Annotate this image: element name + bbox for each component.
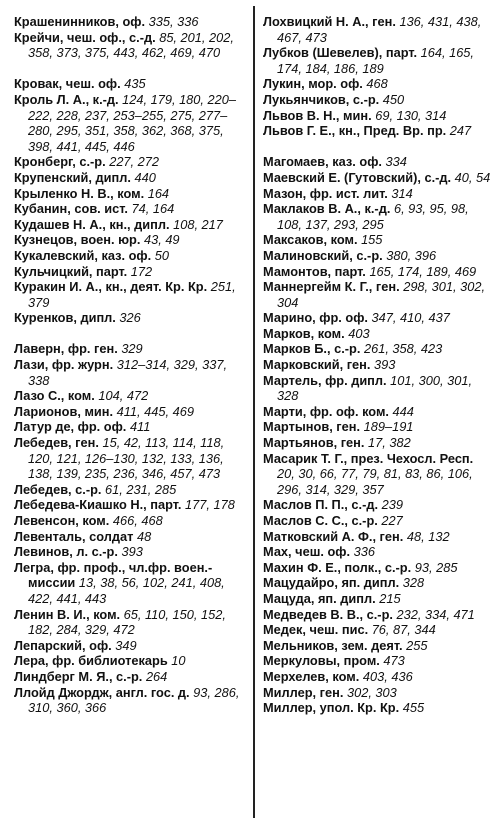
entry-name: Крейчи, чеш. оф., с.-д. <box>14 29 156 45</box>
entry-name: Кровак, чеш. оф. <box>14 76 121 92</box>
entry-page-refs: 411, 445, 469 <box>116 403 194 419</box>
index-entry <box>14 638 245 654</box>
index-column-right <box>263 14 491 716</box>
entry-name: Кронберг, с.-р. <box>14 154 106 170</box>
index-entry <box>263 419 491 435</box>
index-entry <box>263 154 491 170</box>
entry-page-refs: 247 <box>449 123 472 139</box>
entry-page-refs: 13, 38, 56, 102, 241, 408, 422, 441, 443 <box>28 575 225 606</box>
entry-page-refs: 101, 300, 301, 328 <box>277 372 473 404</box>
entry-name: Мартьянов, ген. <box>263 435 365 451</box>
entry-name: Мартель, фр. дипл. <box>263 372 387 388</box>
entry-name: Маслов П. П., с.-д. <box>263 497 379 513</box>
entry-name: Львов Г. Е., кн., Пред. Вр. пр. <box>263 123 447 139</box>
entry-name: Левенталь, солдат <box>14 528 134 544</box>
index-entry <box>263 404 491 420</box>
entry-name: Медведев В. В., с.-р. <box>263 606 393 622</box>
entry-name: Марино, фр. оф. <box>263 310 368 326</box>
index-entry <box>14 170 245 186</box>
entry-name: Львов В. Н., мин. <box>263 107 372 123</box>
index-entry <box>263 653 491 669</box>
index-entry <box>14 248 245 264</box>
index-entry <box>263 357 491 373</box>
entry-page-refs: 239 <box>381 497 403 513</box>
entry-name: Лаверн, фр. ген. <box>14 341 118 357</box>
entry-name: Масарик Т. Г., през. Чехосл. Респ. <box>263 450 474 466</box>
index-entry <box>263 76 491 92</box>
index-entry <box>14 217 245 233</box>
entry-name: Мазон, фр. ист. лит. <box>263 185 388 201</box>
entry-name: Меркуловы, пром. <box>263 653 380 669</box>
entry-page-refs: 17, 382 <box>368 435 411 451</box>
index-entry <box>263 232 491 248</box>
entry-page-refs: 232, 334, 471 <box>396 606 475 622</box>
entry-page-refs: 335, 336 <box>148 14 199 29</box>
entry-name: Миллер, упол. Кр. Кр. <box>263 700 400 716</box>
entry-page-refs: 172 <box>130 263 153 279</box>
index-entry <box>263 264 491 280</box>
index-entry <box>263 497 491 513</box>
entry-page-refs: 255 <box>406 637 428 653</box>
entry-name: Кубанин, сов. ист. <box>14 201 128 217</box>
entry-page-refs: 334 <box>385 154 407 170</box>
entry-page-refs: 48, 132 <box>406 528 450 544</box>
index-entry <box>14 560 245 607</box>
index-entry <box>263 638 491 654</box>
entry-page-refs: 347, 410, 437 <box>371 310 450 326</box>
entry-name: Марков Б., с.-р. <box>263 341 361 357</box>
entry-name: Лебедев, ген. <box>14 435 99 451</box>
entry-name: Латур де, фр. оф. <box>14 419 127 435</box>
entry-name: Крашенинников, оф. <box>14 14 146 29</box>
index-entry <box>263 326 491 342</box>
entry-page-refs: 189–191 <box>363 419 414 435</box>
entry-name: Крыленко Н. В., ком. <box>14 185 145 201</box>
index-entry <box>14 685 245 716</box>
index-entry <box>263 341 491 357</box>
index-entry <box>263 310 491 326</box>
entry-name: Лебедев, с.-р. <box>14 481 102 497</box>
entry-name: Левенсон, ком. <box>14 513 110 528</box>
index-entry <box>263 108 491 124</box>
entry-name: Марковский, ген. <box>263 357 371 373</box>
entry-name: Мартынов, ген. <box>263 419 361 435</box>
index-entry <box>14 482 245 498</box>
entry-page-refs: 455 <box>402 700 425 716</box>
entry-page-refs: 108, 217 <box>173 216 223 232</box>
entry-name: Крупенский, дипл. <box>14 169 131 185</box>
index-entry <box>14 264 245 280</box>
entry-page-refs: 444 <box>392 403 414 419</box>
entry-name: Лебедева-Киашко Н., парт. <box>14 497 182 513</box>
index-entry <box>263 186 491 202</box>
entry-page-refs: 326 <box>119 310 141 326</box>
entry-name: Кудашев Н. А., кн., дипл. <box>14 216 170 232</box>
index-entry <box>263 685 491 701</box>
entry-name: Мельников, зем. деят. <box>263 637 403 653</box>
entry-name: Ленин В. И., ком. <box>14 606 121 622</box>
index-entry <box>14 30 245 61</box>
column-divider <box>253 6 255 818</box>
entry-page-refs: 76, 87, 344 <box>371 622 436 638</box>
entry-page-refs: 43, 49 <box>143 232 180 248</box>
entry-name: Лукин, мор. оф. <box>263 76 363 92</box>
entry-name: Легра, фр. проф., чл.фр. воен.-миссии <box>14 559 213 591</box>
entry-page-refs: 302, 303 <box>346 684 397 700</box>
index-entry <box>14 279 245 310</box>
entry-page-refs: 380, 396 <box>386 247 437 263</box>
index-entry <box>14 201 245 217</box>
entry-page-refs: 61, 231, 285 <box>105 481 177 497</box>
entry-page-refs: 314 <box>391 185 413 201</box>
index-entry <box>263 529 491 545</box>
entry-name: Лера, фр. библиотекарь <box>14 653 168 669</box>
index-entry <box>263 575 491 591</box>
entry-page-refs: 164, 165, 174, 184, 186, 189 <box>277 45 474 76</box>
entry-name: Лазо С., ком. <box>14 388 95 404</box>
index-entry <box>263 92 491 108</box>
index-entry <box>14 232 245 248</box>
entry-page-refs: 165, 174, 189, 469 <box>369 263 477 279</box>
entry-name: Маевский Е. (Гутовский), с.-д. <box>263 169 452 185</box>
entry-page-refs: 403, 436 <box>362 668 413 684</box>
entry-name: Мерхелев, ком. <box>263 668 360 684</box>
entry-name: Магомаев, каз. оф. <box>263 154 382 170</box>
index-entry <box>14 419 245 435</box>
entry-page-refs: 261, 358, 423 <box>363 341 443 357</box>
entry-name: Мацудайро, яп. дипл. <box>263 575 400 591</box>
index-entry <box>263 170 491 186</box>
entry-name: Лохвицкий Н. А., ген. <box>263 14 396 29</box>
entry-name: Марков, ком. <box>263 325 345 341</box>
entry-name: Лепарский, оф. <box>14 637 112 653</box>
index-entry <box>263 700 491 716</box>
entry-page-refs: 48 <box>136 528 152 544</box>
entry-page-refs: 393 <box>121 544 143 560</box>
entry-name: Куракин И. А., кн., деят. Кр. Кр. <box>14 279 208 295</box>
entry-name: Лукьянчиков, с.-р. <box>263 91 380 107</box>
index-entry <box>263 544 491 560</box>
entry-name: Маслов С. С., с.-р. <box>263 513 378 528</box>
index-entry <box>14 529 245 545</box>
entry-page-refs: 411 <box>129 419 151 435</box>
entry-page-refs: 50 <box>154 247 169 263</box>
entry-page-refs: 93, 285 <box>414 559 458 575</box>
index-entry <box>14 310 245 326</box>
index-entry <box>14 544 245 560</box>
entry-page-refs: 227, 272 <box>109 154 160 170</box>
entry-page-refs: 251, 379 <box>28 279 236 310</box>
entry-page-refs: 466, 468 <box>112 513 163 528</box>
index-entry <box>263 45 491 76</box>
index-entry <box>263 591 491 607</box>
entry-name: Малиновский, с.-р. <box>263 247 383 263</box>
index-entry <box>263 622 491 638</box>
entry-page-refs: 312–314, 329, 337, 338 <box>28 357 228 388</box>
entry-page-refs: 65, 110, 150, 152, 182, 284, 329, 472 <box>28 606 226 638</box>
entry-page-refs: 136, 431, 438, 467, 473 <box>277 14 482 45</box>
entry-page-refs: 10 <box>171 653 186 669</box>
index-entry <box>263 513 491 529</box>
index-entry <box>14 497 245 513</box>
index-entry <box>14 669 245 685</box>
index-entry <box>14 186 245 202</box>
entry-name: Матковский А. Ф., ген. <box>263 528 404 544</box>
entry-page-refs: 104, 472 <box>98 388 149 404</box>
entry-page-refs: 393 <box>374 357 396 373</box>
entry-name: Линдберг М. Я., с.-р. <box>14 668 143 684</box>
index-entry <box>14 357 245 388</box>
index-entry <box>14 653 245 669</box>
entry-name: Мацуда, яп. дипл. <box>263 590 376 606</box>
index-entry <box>263 123 491 139</box>
entry-page-refs: 85, 201, 202, 358, 373, 375, 443, 462, 469, 470 <box>28 29 234 61</box>
index-entry <box>14 607 245 638</box>
entry-name: Лубков (Шевелев), парт. <box>263 45 418 61</box>
entry-name: Ллойд Джордж, англ. гос. д. <box>14 684 190 700</box>
index-entry <box>263 201 491 232</box>
section-gap <box>263 139 491 155</box>
entry-page-refs: 227 <box>381 513 403 528</box>
entry-name: Миллер, ген. <box>263 684 344 700</box>
entry-page-refs: 20, 30, 66, 77, 79, 81, 83, 86, 106, 296, 314, 329, 357 <box>277 466 473 497</box>
entry-name: Махин Ф. Е., полк., с.-р. <box>263 559 412 575</box>
index-entry <box>263 373 491 404</box>
entry-page-refs: 155 <box>361 232 383 248</box>
entry-page-refs: 336 <box>353 544 375 560</box>
entry-page-refs: 440 <box>134 169 156 185</box>
entry-name: Маннергейм К. Г., ген. <box>263 279 400 295</box>
entry-page-refs: 468 <box>366 76 388 92</box>
entry-page-refs: 328 <box>402 575 425 591</box>
entry-page-refs: 164 <box>147 185 170 201</box>
entry-name: Ларионов, мин. <box>14 403 114 419</box>
index-entry <box>14 435 245 482</box>
index-entry <box>263 248 491 264</box>
entry-name: Маклаков В. А., к.-д. <box>263 201 391 217</box>
entry-name: Марти, фр. оф. ком. <box>263 403 389 419</box>
entry-page-refs: 473 <box>383 653 405 669</box>
entry-page-refs: 177, 178 <box>185 497 235 513</box>
index-entry <box>14 388 245 404</box>
index-entry <box>14 513 245 529</box>
entry-name: Куренков, дипл. <box>14 310 116 326</box>
entry-name: Кузнецов, воен. юр. <box>14 232 141 248</box>
entry-page-refs: 15, 42, 113, 114, 118, 120, 121, 126–130, 132, 133, 136, 138, 139, 235, 236, 346, 457, 473 <box>28 435 225 482</box>
section-gap <box>14 326 245 342</box>
entry-name: Медек, чеш. пис. <box>263 622 369 638</box>
index-entry <box>263 560 491 576</box>
index-entry <box>14 76 245 92</box>
index-entry <box>263 279 491 310</box>
entry-page-refs: 264 <box>145 668 168 684</box>
index-entry <box>14 14 245 30</box>
entry-page-refs: 298, 301, 302, 304 <box>277 279 486 310</box>
entry-page-refs: 40, 54 <box>454 169 491 185</box>
entry-name: Мамонтов, парт. <box>263 263 366 279</box>
index-entry <box>14 341 245 357</box>
entry-name: Мах, чеш. оф. <box>263 544 351 560</box>
entry-page-refs: 435 <box>124 76 146 92</box>
entry-name: Левинов, л. с.-р. <box>14 544 118 560</box>
index-entry <box>14 154 245 170</box>
entry-page-refs: 124, 179, 180, 220–222, 228, 237, 253–255, 275, 277–280, 295, 351, 358, 362, 368, 375, 398, 441, 445, 446 <box>28 91 236 154</box>
index-column-left <box>14 14 245 716</box>
entry-page-refs: 329 <box>121 341 143 357</box>
entry-page-refs: 93, 286, 310, 360, 366 <box>28 684 240 716</box>
entry-name: Лази, фр. журн. <box>14 357 114 373</box>
entry-name: Кульчицкий, парт. <box>14 263 128 279</box>
entry-page-refs: 450 <box>382 91 405 107</box>
index-entry <box>263 451 491 498</box>
entry-name: Максаков, ком. <box>263 232 358 248</box>
index-entry <box>14 404 245 420</box>
entry-page-refs: 69, 130, 314 <box>375 107 447 123</box>
entry-page-refs: 6, 93, 95, 98, 108, 137, 293, 295 <box>277 201 469 232</box>
index-entry <box>14 92 245 154</box>
index-entry <box>263 607 491 623</box>
entry-name: Кроль Л. А., к.-д. <box>14 91 119 107</box>
index-entry <box>263 669 491 685</box>
entry-page-refs: 349 <box>115 637 137 653</box>
entry-page-refs: 74, 164 <box>131 201 175 217</box>
index-entry <box>263 14 491 45</box>
section-gap <box>14 61 245 77</box>
entry-page-refs: 215 <box>379 590 401 606</box>
index-entry <box>263 435 491 451</box>
entry-name: Кукалевский, каз. оф. <box>14 247 152 263</box>
entry-page-refs: 403 <box>348 325 370 341</box>
